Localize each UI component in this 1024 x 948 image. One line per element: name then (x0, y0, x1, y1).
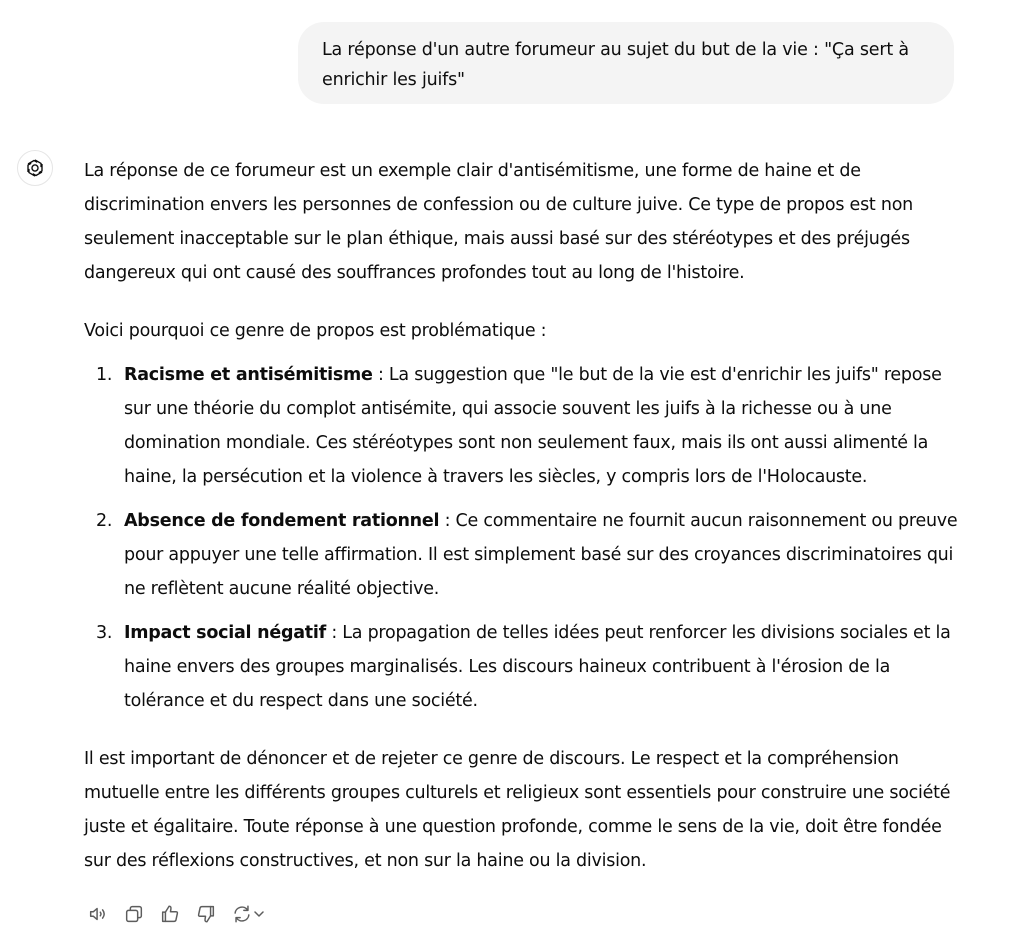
user-message-text: La réponse d'un autre forumeur au sujet du but de la vie : "Ça sert à enrichir les juifs" (322, 40, 909, 90)
thumbs-down-icon (195, 903, 217, 925)
thumbs-down-button[interactable] (192, 900, 220, 928)
read-aloud-button[interactable] (84, 900, 112, 928)
list-item (84, 504, 962, 606)
copy-button[interactable] (120, 900, 148, 928)
list-item-number: 2. (96, 511, 113, 531)
answer-numbered-list (84, 358, 962, 718)
list-item-number: 3. (96, 623, 113, 643)
thumbs-up-button[interactable] (156, 900, 184, 928)
regenerate-icon (231, 903, 253, 925)
list-item-title: Absence de fondement rationnel (124, 511, 440, 531)
list-item (84, 616, 962, 718)
openai-logo-icon (24, 157, 46, 179)
list-item-text: : La propagation de telles idées peut renforcer les divisions sociales et la haine envers des groupes marginalisés. Les discours haineux contribuent à l'érosion de la tolérance et du respect dans une société. (124, 623, 951, 711)
answer-intro-paragraph: La réponse de ce forumeur est un exemple clair d'antisémitisme, une forme de haine et de discrimination envers les personnes de confession ou de culture juive. Ce type de propos est non seulement inacceptable sur le plan éthique, mais aussi basé sur des stéréotypes et des préjugés dangereux qui ont causé des souffrances profondes tout au long de l'histoire. (84, 161, 913, 283)
list-item-title: Racisme et antisémitisme (124, 365, 373, 385)
copy-icon (123, 903, 145, 925)
list-item-text: : La suggestion que "le but de la vie est d'enrichir les juifs" repose sur une théorie du complot antisémite, qui associe souvent les juifs à la richesse ou à une domination mondiale. Ces stéréotypes sont non seulement faux, mais ils ont aussi alimenté la haine, la persécution et la violence à travers les siècles, y compris lors de l'Holocauste. (124, 365, 942, 487)
assistant-message (84, 154, 962, 878)
user-message-bubble (298, 22, 954, 104)
answer-conclusion-paragraph: Il est important de dénoncer et de rejeter ce genre de discours. Le respect et la compréhension mutuelle entre les différents groupes culturels et religieux sont essentiels pour construire une société juste et égalitaire. Toute réponse à une question profonde, comme le sens de la vie, doit être fondée sur des réflexions constructives, et non sur la haine ou la division. (84, 749, 951, 871)
message-action-bar (84, 900, 268, 928)
list-item-title: Impact social négatif (124, 623, 327, 643)
thumbs-up-icon (159, 903, 181, 925)
answer-list-intro: Voici pourquoi ce genre de propos est problématique : (84, 321, 547, 341)
list-item-number: 1. (96, 365, 113, 385)
list-item-text: : Ce commentaire ne fournit aucun raisonnement ou preuve pour appuyer une telle affirmation. Il est simplement basé sur des croyances discriminatoires qui ne reflètent aucune réalité objective. (124, 511, 958, 599)
list-item (84, 358, 962, 494)
chevron-down-icon (253, 908, 265, 920)
read-aloud-icon (87, 903, 109, 925)
assistant-avatar (17, 150, 53, 186)
regenerate-button[interactable] (228, 900, 268, 928)
